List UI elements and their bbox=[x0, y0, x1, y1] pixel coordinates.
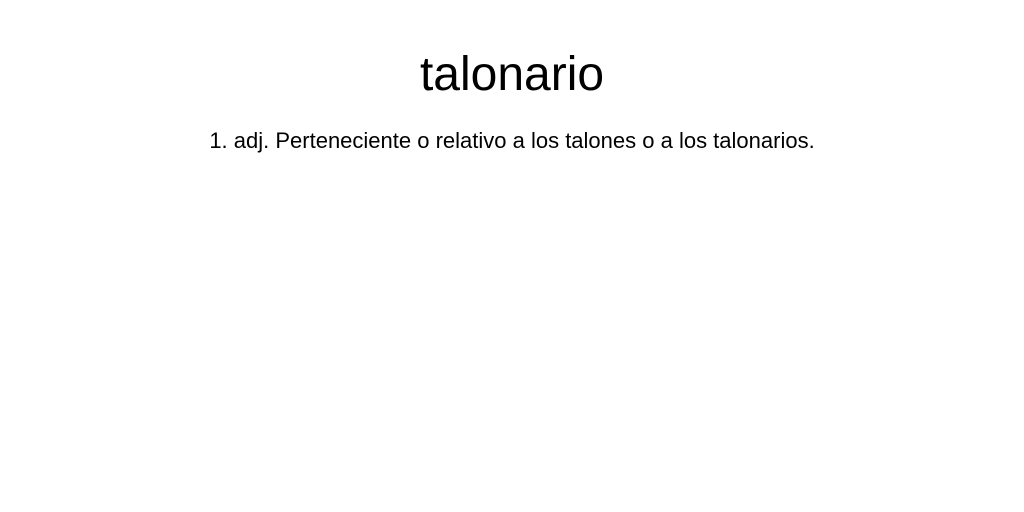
definition-1: 1. adj. Perteneciente o relativo a los talones o a los talonarios. bbox=[209, 128, 815, 153]
dictionary-entry bbox=[0, 0, 1024, 154]
headword-title: talonario bbox=[419, 48, 605, 101]
